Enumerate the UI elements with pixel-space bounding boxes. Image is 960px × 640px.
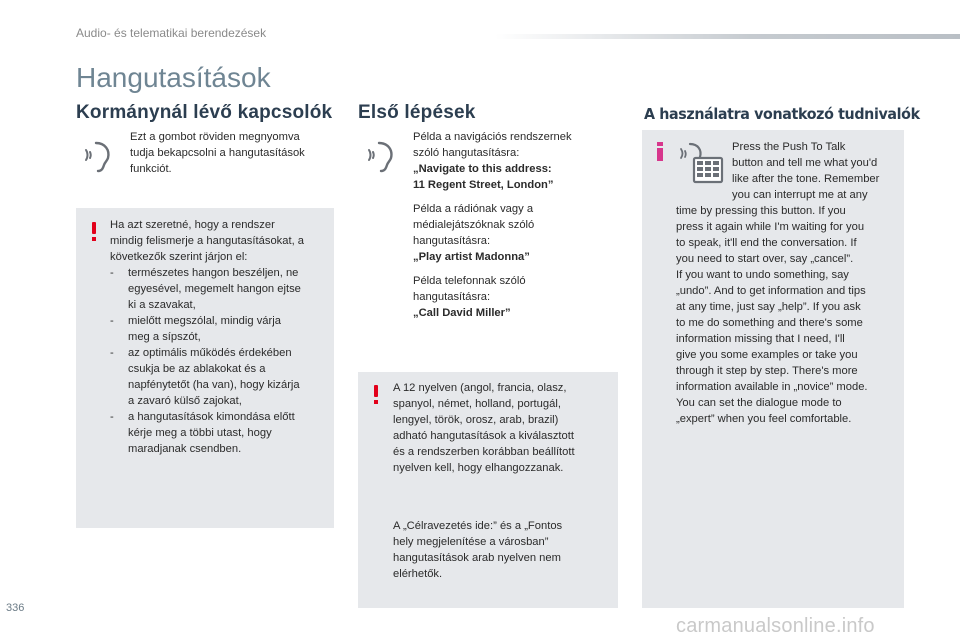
list-item: - a hangutasítások kimondása előtt kérje meg a többi utast, hogy maradjanak csendben.	[110, 411, 295, 455]
steering-controls-heading: Kormánynál lévő kapcsolók	[76, 102, 333, 123]
list-item: - mielőtt megszólal, mindig várja meg a sípszót,	[110, 315, 281, 343]
arabic-note-text: A „Célravezetés ide:” és a „Fontos hely megjelenítése a városban” hangutasítások arab nyelven nem elérhetők.	[393, 520, 563, 580]
watermark: carmanualsonline.info	[676, 615, 875, 637]
warning-exclamation-icon	[372, 385, 380, 405]
header-rule	[495, 34, 960, 39]
usage-info-heading: A használatra vonatkozó tudnivalók	[644, 105, 920, 123]
navigation-example: Példa a navigációs rendszernek szóló hangutasításra: „Navigate to this address: 11 Regent Street, London”	[413, 131, 572, 191]
steering-tips-list	[110, 265, 334, 457]
voice-command-icon	[80, 140, 114, 174]
usage-info-text: Press the Push To Talk button and tell me what you'd like after the tone. Remember you can interrupt me at any time by pressing this button. If you press it again while I'm waiting for you to speak, it'll end the conversation. If you need to start over, say „cancel”. If you want to undo something, say „undo”. And to get information and tips at any time, just say „help”. If you ask to me do something and there's some information missing that I need, I'll give you some examples or take you through it step by step. There's more information available in „novice” mode. You can set the dialogue mode to „expert” when you feel comfortable.	[676, 141, 880, 425]
steering-warning-text: Ha azt szeretné, hogy a rendszer mindig felismerje a hangutasításokat, a következők szerint járjon el: - természetes hangon beszéljen, ne egyesével, megemelt hangon ejtse ki a szavakat, - mielőtt megszólal, mindig várja meg a sípszót, - az optimális működés érdekében csukja be az ablakokat és a napfénytetőt (ha van), hogy kizárja a zavaró külső zajokat, - a hangutasítások kimondása előtt kérje meg a többi utast, hogy maradjanak csendben.	[110, 217, 334, 457]
phone-example: Példa telefonnak szóló hangutasításra: „Call David Miller”	[413, 275, 526, 319]
page-number: 336	[6, 602, 25, 614]
radio-example: Példa a rádiónak vagy a médialejátszóknak szóló hangutasításra: „Play artist Madonna”	[413, 203, 535, 263]
voice-command-icon	[363, 140, 397, 174]
first-steps-heading: Első lépések	[358, 102, 476, 123]
list-item: - az optimális működés érdekében csukja be az ablakokat és a napfénytetőt (ha van), hogy kizárja a zavaró külső zajokat,	[110, 347, 300, 407]
steering-intro: Ezt a gombot röviden megnyomva tudja bekapcsolni a hangutasítások funkciót.	[130, 131, 305, 175]
info-icon	[657, 142, 663, 162]
list-item: - természetes hangon beszéljen, ne egyesével, megemelt hangon ejtse ki a szavakat,	[110, 267, 301, 311]
language-warning-text: A 12 nyelven (angol, francia, olasz, spanyol, német, holland, portugál, lengyel, török, orosz, arab, brazil) adható hangutasítások a kiválasztott és a rendszerben korábban beállított nyelven kell, hogy elhangozzanak.	[393, 382, 575, 474]
warning-exclamation-icon	[90, 222, 98, 242]
page-title: Hangutasítások	[76, 62, 271, 93]
running-header: Audio- és telematikai berendezések	[76, 26, 267, 40]
